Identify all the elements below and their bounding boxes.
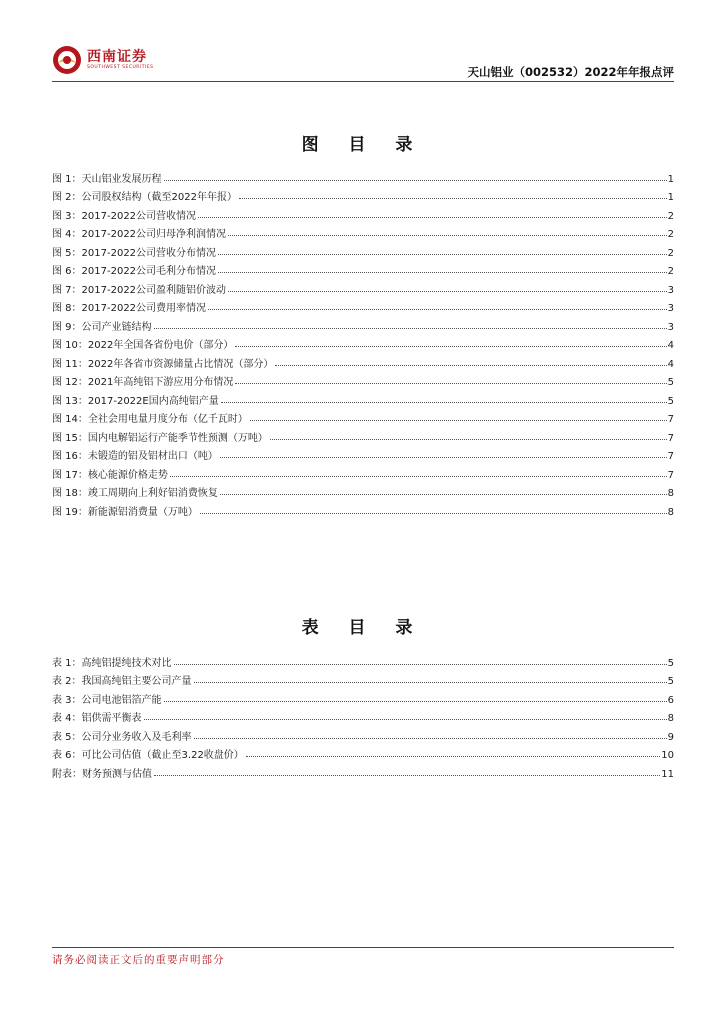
toc-entry-page: 1 (667, 192, 674, 203)
toc-entry-label: 图 17：核心能源价格走势 (52, 469, 168, 481)
toc-entry[interactable] (52, 669, 674, 688)
toc-entry-page: 7 (667, 432, 674, 444)
toc-entry-label: 图 13：2017-2022E国内高纯铝产量 (52, 395, 219, 407)
southwest-securities-logo-icon (52, 45, 82, 75)
toc-dot-leader (220, 457, 667, 458)
toc-dot-leader (194, 738, 667, 739)
toc-entry[interactable] (52, 240, 674, 259)
toc-entry-label: 图 1：天山铝业发展历程 (52, 173, 162, 185)
toc-dot-leader (246, 756, 660, 757)
toc-dot-leader (208, 309, 667, 310)
toc-dot-leader (220, 494, 667, 495)
toc-entry-page: 9 (667, 731, 674, 743)
toc-dot-leader (275, 365, 666, 366)
figures-toc-title: 图 目 录 (301, 135, 425, 155)
toc-dot-leader (154, 775, 660, 776)
toc-entry-label: 图 7：2017-2022公司盈利随铝价波动 (52, 284, 227, 296)
toc-entry-label: 图 5：2017-2022公司营收分布情况 (52, 247, 217, 259)
toc-entry-page: 3 (667, 321, 674, 333)
toc-entry-label: 图 9：公司产业链结构 (52, 321, 152, 333)
toc-entry-page: 8 (667, 488, 674, 499)
toc-entry-label: 图 12：2021年高纯铝下游应用分布情况 (52, 377, 234, 388)
toc-entry[interactable] (52, 706, 674, 725)
toc-dot-leader (270, 439, 667, 440)
toc-entry-page: 8 (667, 713, 674, 724)
toc-entry[interactable] (52, 314, 674, 333)
toc-entry[interactable] (52, 650, 674, 669)
toc-entry[interactable] (52, 166, 674, 185)
toc-entry[interactable] (52, 724, 674, 743)
toc-entry-label: 表 3：公司电池铝箔产能 (52, 694, 162, 706)
page-header (52, 40, 674, 82)
toc-entry-label: 图 2：公司股权结构（截至2022年年报） (52, 192, 237, 203)
toc-entry-label: 图 19：新能源铝消费量（万吨） (52, 506, 198, 518)
toc-entry[interactable] (52, 462, 674, 481)
toc-entry-page: 2 (667, 229, 674, 240)
toc-entry-page: 4 (667, 358, 674, 370)
toc-entry-page: 5 (667, 676, 674, 687)
toc-entry-page: 4 (667, 340, 674, 351)
toc-entry-page: 5 (667, 395, 674, 407)
toc-entry-label: 附表：财务预测与估值 (52, 768, 152, 780)
toc-entry[interactable] (52, 481, 674, 500)
toc-dot-leader (250, 420, 667, 421)
toc-entry-label: 图 14：全社会用电量月度分布（亿千瓦时） (52, 414, 248, 425)
toc-entry[interactable] (52, 259, 674, 278)
toc-dot-leader (194, 682, 667, 683)
toc-dot-leader (235, 346, 666, 347)
toc-entry[interactable] (52, 425, 674, 444)
toc-entry[interactable] (52, 687, 674, 706)
logo-chinese-name: 西南证券 (87, 49, 147, 65)
company-logo (52, 44, 154, 76)
toc-entry[interactable] (52, 351, 674, 370)
toc-entry[interactable] (52, 444, 674, 463)
toc-entry-label: 表 1：高纯铝提纯技术对比 (52, 657, 172, 669)
toc-entry-label: 表 6：可比公司估值（截止至3.22收盘价） (52, 750, 244, 761)
toc-entry-page: 5 (667, 657, 674, 669)
toc-entry[interactable] (52, 407, 674, 426)
toc-entry-label: 表 4：铝供需平衡表 (52, 713, 142, 724)
toc-dot-leader (154, 328, 667, 329)
toc-entry-page: 7 (667, 414, 674, 425)
toc-entry[interactable] (52, 277, 674, 296)
toc-dot-leader (239, 198, 667, 199)
toc-entry-page: 3 (667, 284, 674, 296)
toc-entry[interactable] (52, 499, 674, 518)
toc-entry[interactable] (52, 185, 674, 204)
toc-entry-label: 图 10：2022年全国各省份电价（部分） (52, 340, 234, 351)
toc-entry-label: 图 18：竣工周期向上利好铝消费恢复 (52, 488, 218, 499)
toc-entry-label: 图 16：未锻造的铝及铝材出口（吨） (52, 451, 218, 462)
toc-entry-label: 图 15：国内电解铝运行产能季节性预测（万吨） (52, 432, 268, 444)
toc-entry-page: 10 (661, 750, 674, 761)
toc-entry[interactable] (52, 222, 674, 241)
toc-dot-leader (218, 254, 667, 255)
toc-entry-page: 6 (667, 694, 674, 706)
toc-entry-page: 7 (667, 469, 674, 481)
toc-entry-label: 图 6：2017-2022公司毛利分布情况 (52, 266, 217, 277)
toc-dot-leader (228, 235, 667, 236)
toc-entry-label: 图 3：2017-2022公司营收情况 (52, 210, 197, 222)
toc-entry-page: 8 (667, 506, 674, 518)
toc-entry-page: 1 (667, 173, 674, 185)
toc-entry-label: 图 4：2017-2022公司归母净利润情况 (52, 229, 227, 240)
toc-entry[interactable] (52, 743, 674, 762)
toc-dot-leader (228, 291, 667, 292)
toc-entry-label: 图 11：2022年各省市资源储量占比情况（部分） (52, 358, 274, 370)
figures-toc-list (52, 166, 674, 518)
toc-entry[interactable] (52, 388, 674, 407)
toc-entry[interactable] (52, 370, 674, 389)
toc-entry-page: 7 (667, 451, 674, 462)
toc-dot-leader (221, 402, 667, 403)
toc-entry[interactable] (52, 203, 674, 222)
toc-dot-leader (144, 719, 667, 720)
logo-english-name: SOUTHWEST SECURITIES (87, 65, 154, 70)
footer-divider (52, 947, 674, 948)
footer-disclaimer: 请务必阅读正文后的重要声明部分 (52, 954, 225, 966)
toc-dot-leader (218, 272, 667, 273)
toc-entry-page: 3 (667, 303, 674, 314)
toc-entry[interactable] (52, 296, 674, 315)
header-divider (52, 81, 674, 82)
toc-entry[interactable] (52, 761, 674, 780)
toc-dot-leader (174, 664, 667, 665)
toc-entry[interactable] (52, 333, 674, 352)
toc-entry-label: 表 2：我国高纯铝主要公司产量 (52, 676, 192, 687)
toc-entry-page: 2 (667, 266, 674, 277)
toc-dot-leader (198, 217, 667, 218)
toc-entry-page: 5 (667, 377, 674, 388)
toc-dot-leader (164, 180, 667, 181)
tables-toc-list (52, 650, 674, 780)
toc-dot-leader (164, 701, 667, 702)
report-title: 天山铝业（002532）2022年年报点评 (467, 65, 674, 79)
toc-entry-page: 2 (667, 247, 674, 259)
tables-toc-title: 表 目 录 (301, 618, 425, 638)
toc-entry-page: 11 (661, 768, 674, 780)
toc-dot-leader (200, 513, 667, 514)
toc-dot-leader (235, 383, 666, 384)
toc-entry-label: 表 5：公司分业务收入及毛利率 (52, 731, 192, 743)
toc-dot-leader (170, 476, 667, 477)
toc-entry-page: 2 (667, 210, 674, 222)
toc-entry-label: 图 8：2017-2022公司费用率情况 (52, 303, 207, 314)
